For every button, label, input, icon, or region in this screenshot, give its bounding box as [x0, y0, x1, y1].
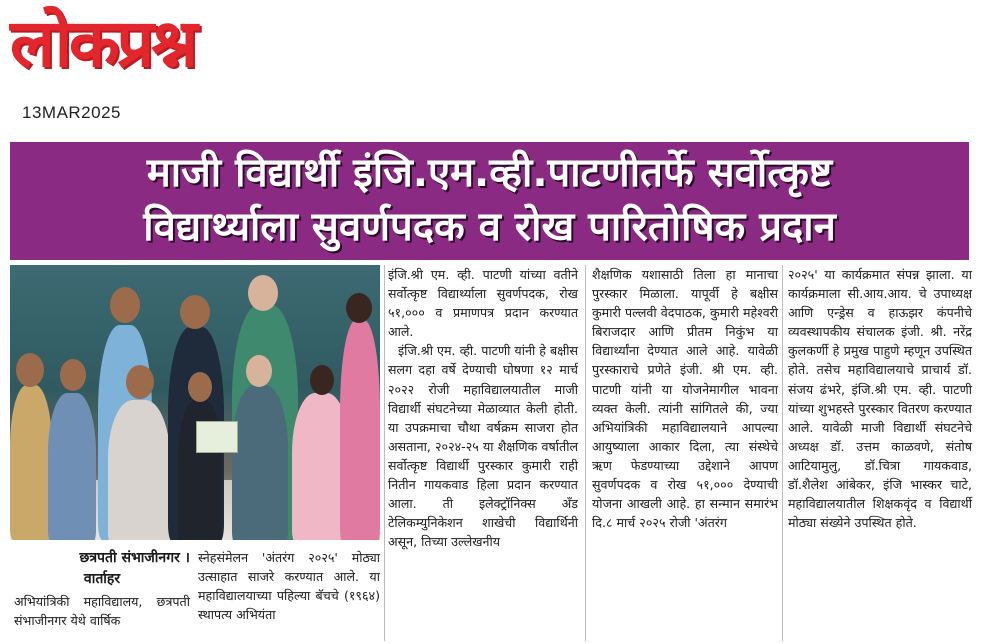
article-paragraph: इंजि.श्री एम. व्ही. पाटणी यांच्या वतीने सर्वोत्कृष्ट विद्यार्थ्याला सुवर्णपदक, रोख ५१,००० व प्रमाणपत्र प्रदान करण्यात आले. [388, 267, 578, 340]
award-ceremony-photo [10, 265, 380, 540]
photo-figure [108, 400, 170, 540]
photo-figure [48, 393, 96, 540]
photo-figure-head [16, 353, 44, 387]
photo-figure-head [346, 293, 372, 323]
column-divider [384, 265, 385, 641]
article-paragraph: स्नेहसंमेलन 'अंतरंग २०२५' मोठ्या उत्साहात साजरे करण्यात आले. या महाविद्यालयाच्या पहिल्या बॅचचे (१९६४) स्थापत्य अभियंता [198, 550, 380, 623]
photo-figure [10, 385, 52, 540]
photo-figure-head [180, 295, 210, 329]
photo-figure-head [110, 287, 140, 323]
photo-figure-head [248, 275, 278, 311]
photo-figure-head [310, 365, 334, 395]
article-column-2 [388, 265, 578, 551]
article-paragraph: इंजि.श्री एम. व्ही. पाटणी यांनी हे बक्षीस सलग दहा वर्षे देण्याची घोषणा १२ मार्च २०२२ रोजी महाविद्यालयातील माजी विद्यार्थी संघटनेच्या मेळाव्यात केली होती. या उपक्रमाचा चौथा वर्षक्रम साजरा होत असताना, २०२४-२५ या शैक्षणिक वर्षातील सर्वोत्कृष्ट विद्यार्थी पुरस्कार कुमारी राही नितीन गायकवाड हिला प्रदान करण्यात आला. ती इलेक्ट्रॉनिक्स अँड टेलिकम्युनिकेशन शाखेची विद्यार्थिनी असून, तिच्या उल्लेखनीय [388, 343, 578, 550]
headline-banner [10, 142, 969, 260]
article-column-4 [788, 265, 972, 532]
certificate [196, 421, 238, 453]
headline-line-2: विद्यार्थ्याला सुवर्णपदक व रोख पारितोषिक प्रदान [143, 204, 836, 250]
byline-place: छत्रपती संभाजीनगर । [79, 550, 190, 566]
article-column-3 [592, 265, 778, 532]
photo-figure-head [60, 359, 86, 391]
publication-name: लोकप्रश्न [10, 5, 195, 82]
column-divider [782, 265, 783, 641]
article-paragraph: २०२५' या कार्यक्रमात संपन्न झाला. या कार्यक्रमाला सी.आय.आय. चे उपाध्यक्ष आणि एन्ड्रेस व हाऊझर कंपनीचे व्यवस्थापकीय संचालक इंजी. श्री. नरेंद्र कुलकर्णी हे प्रमुख पाहुणे म्हणून उपस्थित होते. तसेच महाविद्यालयाचे प्राचार्य डॉ. संजय ढंभरे, इंजि.श्री एम. व्ही. पाटणी यांच्या शुभहस्ते पुरस्कार वितरण करण्यात आले. यावेळी माजी विद्यार्थी संघटनेचे अध्यक्ष डॉ. उत्तम काळवणे, संतोष आटियामुलु, डॉ.चित्रा गायकवाड, डॉ.शैलेश आंबेकर, इंजि भास्कर चाटे, महाविद्यालयातील शिक्षकवृंद व विद्यार्थी मोठ्या संख्येने उपस्थित होते. [788, 267, 972, 531]
article-paragraph: अभियांत्रिकी महाविद्यालय, छत्रपती संभाजीनगर येथे वार्षिक [14, 594, 190, 629]
photo-figure [340, 320, 380, 540]
photo-figure-head [126, 365, 154, 399]
photo-figure [232, 385, 288, 540]
article-column-1 [14, 592, 190, 630]
byline [14, 548, 190, 590]
photo-figure-head [188, 372, 212, 402]
article-paragraph: शैक्षणिक यशासाठी तिला हा मानाचा पुरस्कार मिळाला. यापूर्वी हे बक्षीस कुमारी पल्लवी वेदपाठक, कुमारी महेश्वरी बिराजदार आणि प्रीतम निकुंभ या विद्यार्थ्यांना देण्यात आले आहे. यावेळी पुरस्काराचे प्रणेते इंजी. श्री एम. व्ही. पाटणी यांनी या योजनेमागील भावना व्यक्त केली. त्यांनी सांगितले की, ज्या अभियांत्रिकी महाविद्यालयाने आपल्या आयुष्याला आकार दिला, त्या संस्थेचे ऋण फेडण्याच्या उद्देशाने आपण सुवर्णपदक व रोख ५१,००० देण्याची योजना आखली आहे. हा सन्मान समारंभ दि.८ मार्च २०२५ रोजी 'अंतरंग [592, 267, 778, 531]
article-column-1b [198, 548, 380, 624]
column-divider [585, 265, 586, 641]
photo-figure-head [246, 355, 272, 387]
byline-author: वार्ताहर [83, 571, 121, 587]
masthead-logo [10, 4, 295, 100]
publication-date: 13MAR2025 [22, 103, 122, 122]
headline-line-1: माजी विद्यार्थी इंजि.एम.व्ही.पाटणीतर्फे सर्वोत्कृष्ट [146, 150, 833, 196]
